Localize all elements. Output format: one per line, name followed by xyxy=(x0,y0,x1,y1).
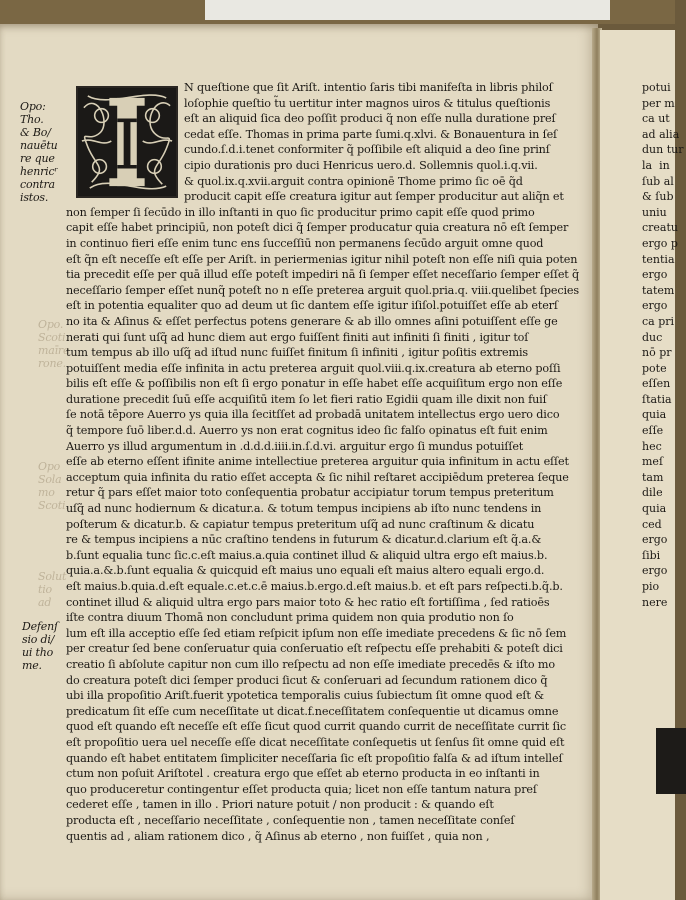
text-line: tia precedit eſſe per quā illud eſſe poteſt impediri nā ſi ſemper eſſet neceſſario ſemper eſſet q̃ xyxy=(66,268,580,282)
text-line: eſt in potentia equaliter quo ad deum ut ſic dantem eſſe igitur iſiſol.potuiſſet eſſe ab eterſ xyxy=(66,299,558,313)
right-page-line: tam xyxy=(642,470,664,484)
text-line: acceptum quia infinita du ratio eſſet accepta & ſic nihil reſtaret accipiēdum preterea ſeque xyxy=(66,470,569,484)
right-page-line: ced xyxy=(642,517,662,531)
text-line: uſq̃ ad nunc hodiernum & dicatur.a. & totum tempus incipiens ab iſto nunc tendens in xyxy=(66,502,542,516)
ghost-note xyxy=(38,570,66,609)
right-page-line: la in xyxy=(642,158,670,172)
margin-note-line: Scoti. xyxy=(38,499,69,512)
margin-note-line: Sola xyxy=(38,473,62,486)
text-line: & quol.ix.q.xvii.arguit contra opinionē Thome primo ſic oē q̃d xyxy=(184,174,523,188)
text-line: iſte contra diuum Thomā non concludunt prima quidem non quia produtio non ſo xyxy=(66,611,514,625)
text-line: eſt propoſitio uera uel neceſſe eſſe dicat neceſſitate conſequetis ut ſenſus ſit omne quid eſt xyxy=(66,735,565,749)
text-line: b.ſunt equalia tunc ſic.c.eſt maius.a.quia continet illud & aliquid ultra ergo eſt maius.b. xyxy=(66,548,548,562)
margin-note-line: contra xyxy=(20,178,55,191)
text-line: lum eſt illa acceptio eſſe ſed etiam reſpicit ipſum non eſſe imediate precedens & ſic nō ſem xyxy=(66,626,567,640)
text-line: producta eſt , neceſſario neceſſitate , conſequentie non , tamen neceſſitate conſeſ xyxy=(66,813,515,827)
text-line: producit capit eſſe creatura igitur aut ſemper producitur aut aliq̃n et xyxy=(184,190,564,204)
ghost-note xyxy=(38,318,69,370)
text-line: loſophie queſtio t̃u uertitur inter magnos uiros & titulus queſtionis xyxy=(184,96,551,110)
margin-note-line: istos. xyxy=(20,191,49,204)
text-line: creatio ſi abſolute capitur non cum illo reſpectu ad non eſſe imediate precedēs & iſto mo xyxy=(66,657,555,671)
right-page-line: ergo xyxy=(642,268,668,282)
margin-note-defensio xyxy=(22,620,58,672)
right-page-line: potui xyxy=(642,81,671,94)
text-line: cipio durationis pro duci Henricus uero.d. Sollemnis quol.i.q.vii. xyxy=(184,158,538,172)
margin-note-line: maīre xyxy=(38,344,70,357)
text-line: quando eſt habet entitatem ſimpliciter neceſſaria ſic eſt propoſitio falſa & ad iſtum intelleſ xyxy=(66,751,563,765)
right-page-text xyxy=(642,80,682,610)
text-line: q̃ tempore ſuō liber.d.d. Auerro ys non erat cognitus ideo ſic falſo opinatus eſt fuit enim xyxy=(66,424,548,438)
right-page-line: ſtatia xyxy=(642,392,672,406)
margin-note-line: me. xyxy=(22,659,42,672)
text-line: eſt maius.b.quia.d.eſt equale.c.et.c.ē maius.b.ergo.d.eſt maius.b. et eſt pars reſpecti.b.q̃.b. xyxy=(66,580,563,593)
main-text-block xyxy=(66,80,584,844)
margin-note-line: Defenſ xyxy=(22,620,58,633)
margin-note-line: ad xyxy=(38,596,52,609)
svg-text:I: I xyxy=(113,105,141,186)
right-page-line: nere xyxy=(642,595,668,609)
right-page-line: creatu xyxy=(642,221,678,235)
text-line: no ita & Aſinus & eſſet perfectus potens generare & ab illo omnes aſini potuiſſent eſſe ge xyxy=(66,314,558,328)
text-line: tum tempus ab illo uſq̃ ad iſtud nunc fuiſſet finitum ſi infiniti , igitur poſitis extremis xyxy=(66,346,528,360)
text-line: potuiſſent media eſſe infinita in actu preterea arguit quol.viii.q.ix.creatura ab eterno poſſi xyxy=(66,361,561,375)
margin-note-line: Opo xyxy=(38,460,61,473)
right-page-line: pio xyxy=(642,580,660,593)
right-page-line: duc xyxy=(642,330,663,344)
text-line: quod eſt quando eſt neceſſe eſt eſſe ſicut quod currit quando currit de neceſſitate currit ſic xyxy=(66,720,566,734)
text-line: ctum non poſuit Ariſtotel . creatura ergo que eſſet ab eterno producta in eo inſtanti in xyxy=(66,767,540,781)
text-line: bilis eſt eſſe & poſſibilis non eſt ſi ergo ponatur in eſſe habet eſſe acquiſitum ergo non eſſe xyxy=(66,377,563,391)
text-line: Auerro ys illud argumentum in .d.d.d.iiii.in.ſ.d.vi. arguitur ergo ſi mundus potuiſſet xyxy=(66,439,524,453)
right-page-line: per m xyxy=(642,96,675,110)
right-page-line: ca pri xyxy=(642,314,675,328)
right-page-line: ſibi xyxy=(642,548,661,562)
right-page-line: uniu xyxy=(642,205,667,219)
margin-note-line: & Bo/ xyxy=(20,126,51,139)
text-line: ſe notā tēpore Auerro ys quia illa ſecitſſet ad probadā unitatem intellectus ergo uero dico xyxy=(66,408,560,422)
text-line: re & tempus incipiens a nūc craſtino tendens in futurum & dicatur.d.clarium eſt q̃.a.& xyxy=(66,533,542,547)
text-line: non ſemper ſi ſecūdo in illo inſtanti in quo ſic producitur primo capit eſſe quod primo xyxy=(66,205,535,219)
right-page-line: ſub al xyxy=(642,174,674,188)
right-page-line: ca ut xyxy=(642,112,670,126)
right-page-line: ergo xyxy=(642,564,668,578)
text-line: quo produceretur contingentur eſſet producta quia; licet non eſſe tantum natura preſ xyxy=(66,782,537,796)
margin-note-line: nauētu xyxy=(20,139,58,152)
margin-note-line: mo xyxy=(38,486,55,499)
margin-note-line: henricʳ xyxy=(20,165,59,178)
right-page-line: dile xyxy=(642,486,663,500)
text-line: cederet eſſe , tamen in illo . Priori nature potuit / non producit : & quando eſt xyxy=(66,798,494,812)
right-page-line: hec xyxy=(642,439,662,453)
right-page-line: dun tur xyxy=(642,143,684,157)
margin-note-line: re que xyxy=(20,152,55,165)
right-page-line: & ſub xyxy=(642,190,674,204)
right-page-line: ergo xyxy=(642,533,668,547)
text-line: eſt q̃n eſt neceſſe eſt eſſe per Ariſt. in periermenias igitur nihil poteſt non eſſe niſi quia poten xyxy=(66,252,578,266)
text-line: poſterum & dicatur.b. & capiatur tempus preteritum uſq̃ ad nunc craſtinum & dicatu xyxy=(66,517,535,531)
text-line: capit eſſe habet principiū, non poteſt dici q̃ ſemper producatur quia creatura nō eſt ſemper xyxy=(66,221,569,235)
text-line: quia.a.&.b.ſunt equalia & quicquid eſt maius uno equali eſt maius altero equali ergo.d. xyxy=(66,564,545,578)
text-line: N queſtione que ſit Ariſt. intentio ſaris tibi manifeſta in libris philoſ xyxy=(184,81,553,94)
margin-note-line: Tho. xyxy=(20,113,44,126)
text-line: neceſſario ſemper eſſet nunq̃ poteſt no n eſſe preterea arguit quol.pria.q. viii.quelibet ſpecies xyxy=(66,283,579,297)
text-line: retur q̃ pars eſſet maior toto conſequentia probatur accipiatur torum tempus preteritum xyxy=(66,486,554,500)
right-page-initial-fragment xyxy=(656,728,686,794)
right-page-line: nō pr xyxy=(642,346,672,360)
text-line: continet illud & aliquid ultra ergo pars maior toto & hec ratio eſt fortiſſima , ſed ratioēs xyxy=(66,595,550,609)
margin-note-line: Opo: xyxy=(20,100,46,113)
text-line: predicatum ſit eſſe cum neceſſitate ut dicat.f.neceſſitatem conſequentie ut dicamus omne xyxy=(66,704,559,718)
right-page-line: eſſe xyxy=(642,424,664,438)
text-line: ubi illa propoſitio Ariſt.fuerit ypotetica temporalis cuius ſubiectum ſit omne quod eſt & xyxy=(66,689,544,703)
margin-note-line: tio xyxy=(38,583,52,596)
text-line: nerati qui ſunt uſq̃ ad hunc diem aut ergo fuiſſent finiti aut infiniti ſi finiti , igitur toſ xyxy=(66,330,529,344)
text-line: in continuo fieri eſſe enim tunc ens ſucceſſiū non permanens ſecūdo arguit omne quod xyxy=(66,236,544,250)
margin-note-line: Solut xyxy=(38,570,67,583)
right-page-line: tentia xyxy=(642,252,675,266)
right-page-line: meſ xyxy=(642,455,664,469)
right-page-line: quia xyxy=(642,408,667,422)
margin-note-line: rone. xyxy=(38,357,66,370)
margin-note-opinio xyxy=(20,100,58,204)
text-line: eſſe ab eterno eſſent ifinite anime intellectiue preterea arguitur quia infinitum in actu eſſet xyxy=(66,455,569,469)
right-page-line: ergo xyxy=(642,299,668,313)
right-page-line: ad alia xyxy=(642,127,680,141)
margin-note-line: Scoti. xyxy=(38,331,69,344)
text-line: cundo.ſ.d.i.tenet conformiter q̃ poſſibile eſt aliquid a deo ſine prinſ xyxy=(184,143,550,157)
text-line: duratione precedit ſuū eſſe acquiſitū item ſo let fieri ratio Egidii quam ille dixit non fuiſ xyxy=(66,392,547,406)
text-line: quentis ad , aliam rationem dico , q̃ Aſinus ab eterno , non fuiſſet , quia non , xyxy=(66,829,490,843)
right-page-line: tatem xyxy=(642,283,675,297)
margin-note-line: Opo. xyxy=(38,318,64,331)
right-page-line: pote xyxy=(642,361,667,375)
margin-note-line: sio di/ xyxy=(22,633,55,646)
text-line: per creatur ſed bene conſeruatur quia conſeruatio eſt reſpectu eſſe prehabiti & poteſt dici xyxy=(66,642,563,656)
right-page-line: eſſen xyxy=(642,377,671,391)
right-page-line: quia xyxy=(642,502,667,516)
loose-paper-strip xyxy=(205,0,610,20)
ghost-note xyxy=(38,460,69,512)
text-line: eſt an aliquid ſica deo poſſit produci q̃ non eſſe nulla duratione preſ xyxy=(184,112,556,126)
text-line: do creatura poteſt dici ſemper produci ſicut & conſeruari ad ſecundum rationem dico q̃ xyxy=(66,673,548,687)
text-line: cedat eſſe. Thomas in prima parte ſumi.q.xlvi. & Bonauentura in ſeſ xyxy=(184,127,558,141)
margin-note-line: ui tho xyxy=(22,646,54,659)
right-page-line: ergo p xyxy=(642,236,678,250)
